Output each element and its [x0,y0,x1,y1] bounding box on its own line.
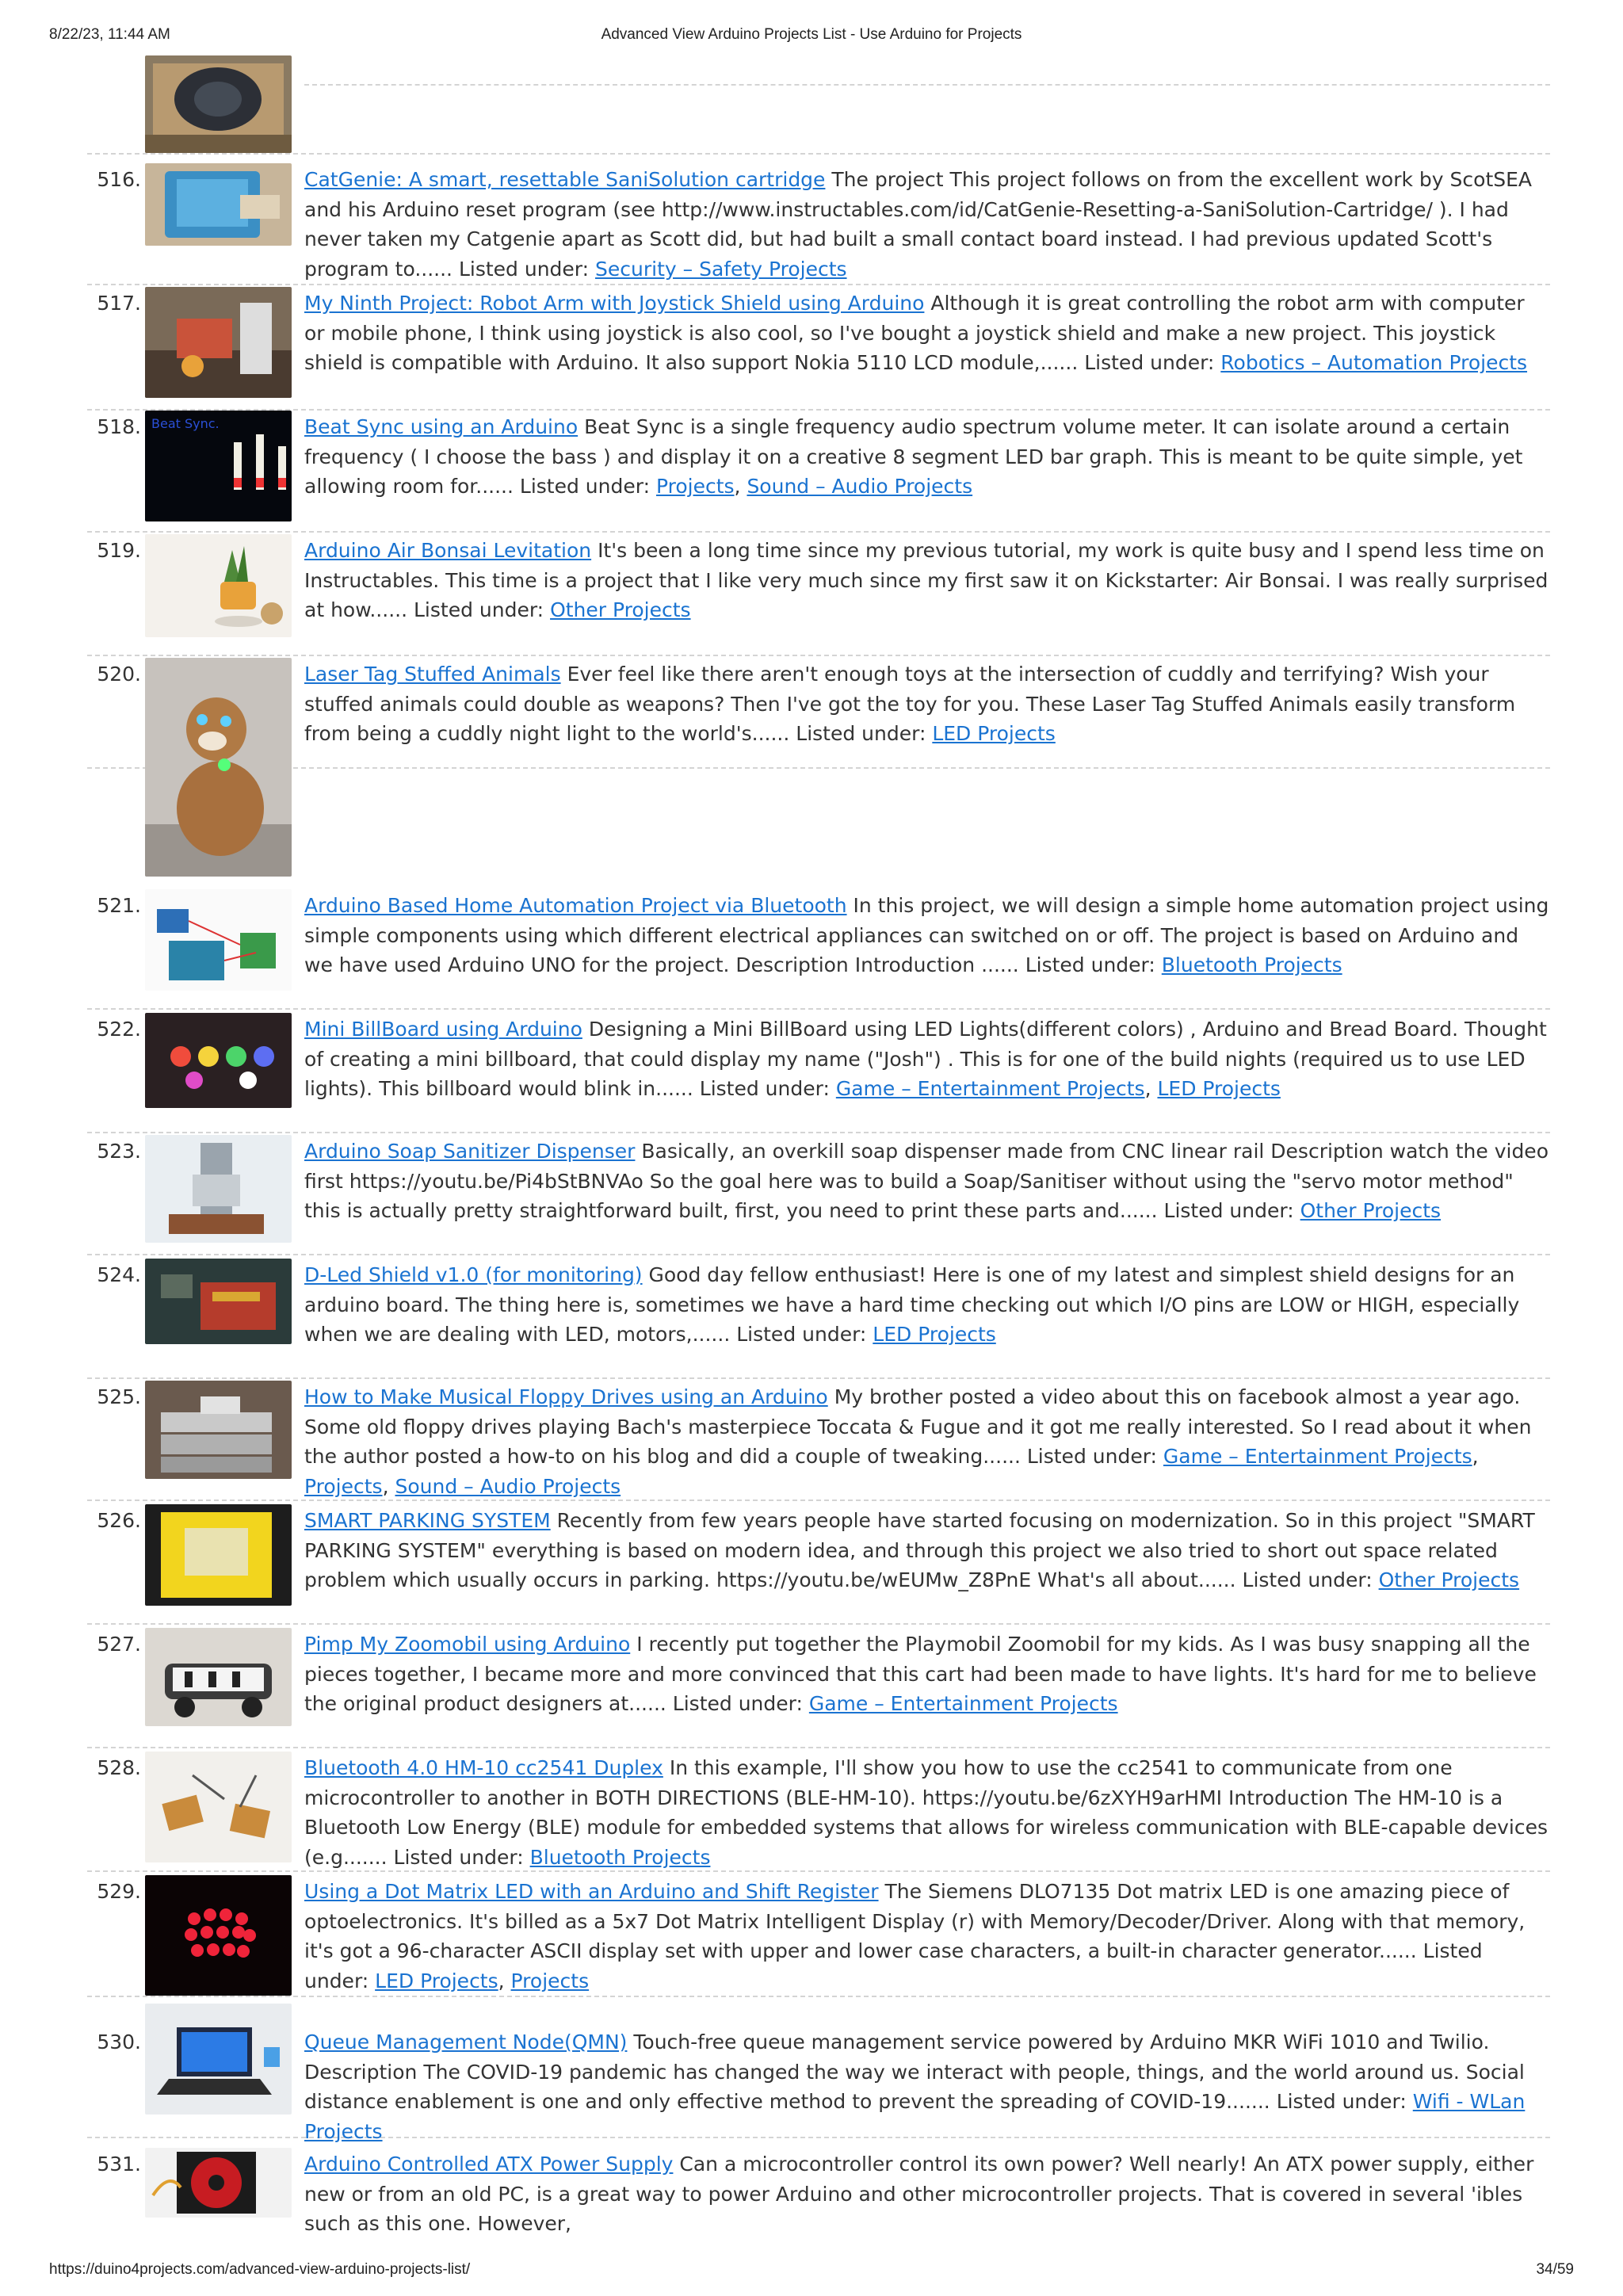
project-thumbnail[interactable] [145,1628,292,1726]
item-number: 531. [97,2153,141,2176]
project-title-link[interactable]: My Ninth Project: Robot Arm with Joystick Shield using Arduino [304,292,925,315]
category-link[interactable]: Robotics – Automation Projects [1220,351,1528,374]
project-thumbnail[interactable] [145,658,292,877]
item-number: 527. [97,1633,141,1656]
list-item [87,1504,1550,1625]
project-thumbnail[interactable] [145,1875,292,1996]
project-title-link[interactable]: SMART PARKING SYSTEM [304,1509,551,1532]
category-link[interactable]: Other Projects [1300,1199,1442,1222]
item-number: 519. [97,539,141,562]
category-link[interactable]: Projects [510,1969,590,1992]
project-description: I recently put together the Playmobil Zoomobil for my kids. As I was busy snapping all the pieces together, I became more and more convinced that this cart had been made to have lights. It's hard for me to believe the original product designers at...... [304,1633,1537,1715]
category-link[interactable]: LED Projects [932,722,1056,745]
project-title-link[interactable]: How to Make Musical Floppy Drives using an Arduino [304,1385,828,1408]
listed-under-label: Listed under: [304,1939,1483,1992]
project-thumbnail[interactable] [145,411,292,521]
list-item: 529. Using a Dot Matrix LED with an Arduino and Shift Register The Siemens DLO7135 Dot matrix LED is one amazing piece of optoelectronics. It's billed as a 5x7 Dot Matrix Intelligent Display (r) with Memory/Decoder/Driver. Along with that memory, it's got a 96-character ASCII display set with upper and lower case characters, a built-in character generator...... Listed under: LED Projects, Projects [87,1875,1550,1997]
category-link[interactable]: Projects [655,475,735,498]
project-description: Beat Sync is a single frequency audio spectrum volume meter. It can isolate around a certain frequency ( I choose the bass ) and display it on a creative 8 segment LED bar graph. This is meant to be quite simple, yet allowing room for...... [304,415,1523,498]
project-title-link[interactable]: Arduino Air Bonsai Levitation [304,539,592,562]
list-item [87,1752,1550,1872]
list-item: 525. How to Make Musical Floppy Drives using an Arduino My brother posted a video about this on facebook almost a year ago. Some old floppy drives playing Bach's masterpiece Toccata & Fugue and it got me really interested. So I read about it when the author posted a how-to on his blog and did a couple of tweaking...... Listed under: Game – Entertainment Projects, Projects, Sound – Audio Projects [87,1381,1550,1501]
project-title-link[interactable]: Pimp My Zoomobil using Arduino [304,1633,631,1656]
category-link[interactable]: Game – Entertainment Projects [835,1077,1145,1100]
list-item [87,163,1550,285]
project-title-link[interactable]: Using a Dot Matrix LED with an Arduino and Shift Register [304,1880,879,1903]
listed-under-label: Listed under: [519,475,651,498]
list-item [87,1135,1550,1255]
print-url: https://duino4projects.com/advanced-view-arduino-projects-list/ [49,2261,471,2278]
category-link[interactable]: Other Projects [1378,1568,1520,1591]
project-description: The Siemens DLO7135 Dot matrix LED is one amazing piece of optoelectronics. It's billed as a 5x7 Dot Matrix Intelligent Display (r) with Memory/Decoder/Driver. Along with that memory, it's got a 96-character ASCII display set with upper and lower case characters, a built-in character generator...... [304,1880,1526,1962]
list-item [87,2026,1550,2143]
list-item: 518. Beat Sync. Beat Sync using an Arduino Beat Sync is a single frequency audio spectrum volume meter. It can isolate around a certain frequency ( I choose the bass ) and display it on a creative 8 segment LED bar graph. This is meant to be quite simple, yet allowing room for...... Listed under: Projects, Sound – Audio Projects [87,411,1550,533]
listed-under-label: Listed under: [736,1323,867,1346]
category-link[interactable]: Bluetooth Projects [529,1845,711,1869]
list-item [87,287,1550,411]
print-page-title: Advanced View Arduino Projects List - Use Arduino for Projects [601,26,1022,43]
project-description: Touch-free queue management service powered by Arduino MKR WiFi 1010 and Twilio. Description The COVID-19 pandemic has changed the way we interact with people, things, and the world around us. Social distance enablement is one and only effective method to prevent the spreading of COVID-19....... [304,2030,1525,2113]
listed-under-label: Listed under: [1242,1568,1373,1591]
project-title-link[interactable]: D-Led Shield v1.0 (for monitoring) [304,1263,643,1286]
listed-under-label: Listed under: [1026,1445,1157,1468]
project-title-link[interactable]: Arduino Controlled ATX Power Supply [304,2153,674,2176]
print-page-number: 34/59 [1536,2261,1574,2278]
category-link[interactable]: Security – Safety Projects [595,257,847,281]
project-title-link[interactable]: Bluetooth 4.0 HM-10 cc2541 Duplex [304,1756,663,1779]
print-datetime: 8/22/23, 11:44 AM [49,26,170,43]
item-number: 518. [97,415,141,438]
project-thumbnail[interactable] [145,2004,292,2115]
listed-under-label: Listed under: [458,257,590,281]
project-thumbnail[interactable] [145,1013,292,1108]
category-link[interactable]: Bluetooth Projects [1161,953,1342,976]
category-link[interactable]: Other Projects [550,598,691,621]
list-item [87,2148,1550,2235]
project-title-link[interactable]: CatGenie: A smart, resettable SaniSolution cartridge [304,168,826,191]
category-link[interactable]: Projects [304,1474,383,1498]
list-item [87,889,1550,1010]
item-number: 520. [97,663,141,686]
project-title-link[interactable]: Beat Sync using an Arduino [304,415,579,438]
listed-under-label: Listed under: [796,722,926,745]
item-number: 530. [97,2030,141,2053]
project-thumbnail[interactable] [145,1752,292,1862]
project-thumbnail[interactable] [145,1259,292,1344]
project-title-link[interactable]: Queue Management Node(QMN) [304,2030,628,2053]
category-link[interactable]: LED Projects [375,1969,498,1992]
project-description: My brother posted a video about this on facebook almost a year ago. Some old floppy drives playing Bach's masterpiece Toccata & Fugue and it got me really interested. So I read about it when the author posted a how-to on his blog and did a couple of tweaking...... [304,1385,1532,1468]
project-description: It's been a long time since my previous tutorial, my work is quite busy and I spend less time on Instructables. This time is a project that I like very much since my first saw it on Kickstarter: Air Bonsai. I was really surprised at how...... [304,539,1549,621]
project-title-link[interactable]: Arduino Based Home Automation Project via Bluetooth [304,894,847,917]
item-number: 529. [97,1880,141,1903]
project-description: Designing a Mini BillBoard using LED Lights(different colors) , Arduino and Bread Board. Thought of creating a mini billboard, that could display my name ("Josh") . This is for one of the build nights (required us to use LED lights). This billboard would blink in...... [304,1018,1547,1100]
project-title-link[interactable]: Laser Tag Stuffed Animals [304,663,561,686]
project-thumbnail[interactable] [145,1381,292,1479]
list-item [87,658,1550,769]
listed-under-label: Listed under: [393,1845,524,1869]
project-description: Basically, an overkill soap dispenser made from CNC linear rail Description watch the video first https://youtu.be/Pi4bStBNVAo So the goal here was to build a Soap/Sanitiser without using the "servo motor method" this is actually pretty straightforward built, first, you need to print these parts and...... [304,1140,1549,1222]
project-thumbnail[interactable] [145,163,292,246]
separator [304,84,1550,86]
project-thumbnail[interactable] [145,287,292,398]
project-thumbnail[interactable] [145,2148,292,2218]
project-description: Although it is great controlling the robot arm with computer or mobile phone, I think using joystick is also cool, so I've bought a joystick shield and make a new project. This joystick shield is compatible with Arduino. It also support Nokia 5110 LCD module,...... [304,292,1525,374]
listed-under-label: Listed under: [1084,351,1215,374]
item-number: 526. [97,1509,141,1532]
item-number: 522. [97,1018,141,1041]
item-number: 523. [97,1140,141,1163]
category-link[interactable]: Game – Entertainment Projects [808,1692,1118,1715]
listed-under-label: Listed under: [1025,953,1155,976]
project-description: Ever feel like there aren't enough toys at the intersection of cuddly and terrifying? Wish your stuffed animals could double as weapons? Then I've got the toy for you. These Laser Tag Stuffed Animals easily transform from being a cuddly night light to the world's...... [304,663,1516,745]
project-description: The project This project follows on from the excellent work by ScotSEA and his Arduino reset program (see http://www.instructables.com/id/CatGenie-Resetting-a-SaniSolution-Cartridge/ ). I had never taken my Catgenie apart as Scott did, but had built a small contact board instead. I had previous updated Scott's program to...... [304,168,1533,281]
entries-layer [87,0,1550,2296]
list-item [87,534,1550,656]
project-description: Good day fellow enthusiast! Here is one of my latest and simplest shield designs for an arduino board. The thing here is, sometimes we have a hard time checking out which I/O pins are LOW or HIGH, especially when we are dealing with LED, motors,...... [304,1263,1520,1346]
listed-under-label: Listed under: [1276,2090,1407,2113]
project-description: In this project, we will design a simple home automation project using simple components using which different electrical appliances can switched on or off. The project is based on Arduino and we have used Arduino UNO for the project. Description Introduction ...... [304,894,1549,976]
category-link[interactable]: Wifi - WLan Projects [304,2090,1526,2143]
listed-under-label: Listed under: [1163,1199,1294,1222]
category-link[interactable]: Game – Entertainment Projects [1163,1445,1472,1468]
list-item [87,1259,1550,1379]
list-item: 522. Mini BillBoard using Arduino Designing a Mini BillBoard using LED Lights(different colors) , Arduino and Bread Board. Thought of creating a mini billboard, that could display my name ("Josh") . This is for one of the build nights (required us to use LED lights). This billboard would blink in...... Listed under: Game – Entertainment Projects, LED Projects [87,1013,1550,1133]
project-thumbnail[interactable] [145,1504,292,1606]
item-number: 517. [97,292,141,315]
project-description: Can a microcontroller control its own power? Well nearly! An ATX power supply, either new or from an old PC, is a great way to power Arduino and other microcontroller projects. That is covered in several 'ibles such as this one. However, [304,2153,1534,2235]
item-number: 525. [97,1385,141,1408]
svg-text:Beat Sync.: Beat Sync. [151,416,220,431]
project-description: In this example, I'll show you how to use the cc2541 to communicate from one microcontroller to another in BOTH DIRECTIONS (BLE-HM-10). https://youtu.be/6zXYH9arHMI Introduction The HM-10 is a Bluetooth Low Energy (BLE) module for embedded systems that allows for wireless communication with BLE-capable devices (e.g....... [304,1756,1549,1869]
listed-under-label: Listed under: [699,1077,830,1100]
item-number: 516. [97,168,141,191]
listed-under-label: Listed under: [414,598,544,621]
category-link[interactable]: LED Projects [873,1323,996,1346]
listed-under-label: Listed under: [672,1692,803,1715]
project-thumbnail[interactable] [145,1135,292,1243]
project-title-link[interactable]: Arduino Soap Sanitizer Dispenser [304,1140,636,1163]
project-description: Recently from few years people have started focusing on modernization. So in this project "SMART PARKING SYSTEM" everything is based on modern idea, and through this project we also tried to short out space related problem which usually occurs in parking. https://youtu.be/wEUMw_Z8PnE What's all about...... [304,1509,1535,1591]
project-title-link[interactable]: Mini BillBoard using Arduino [304,1018,582,1041]
category-link[interactable]: Sound – Audio Projects [395,1474,621,1498]
list-item [87,1628,1550,1748]
item-number: 521. [97,894,141,917]
project-thumbnail[interactable] [145,889,292,991]
category-link[interactable]: LED Projects [1157,1077,1281,1100]
item-number: 528. [97,1756,141,1779]
print-footer [0,2261,1623,2282]
category-link[interactable]: Sound – Audio Projects [747,475,973,498]
item-number: 524. [97,1263,141,1286]
project-thumbnail[interactable] [145,534,292,637]
